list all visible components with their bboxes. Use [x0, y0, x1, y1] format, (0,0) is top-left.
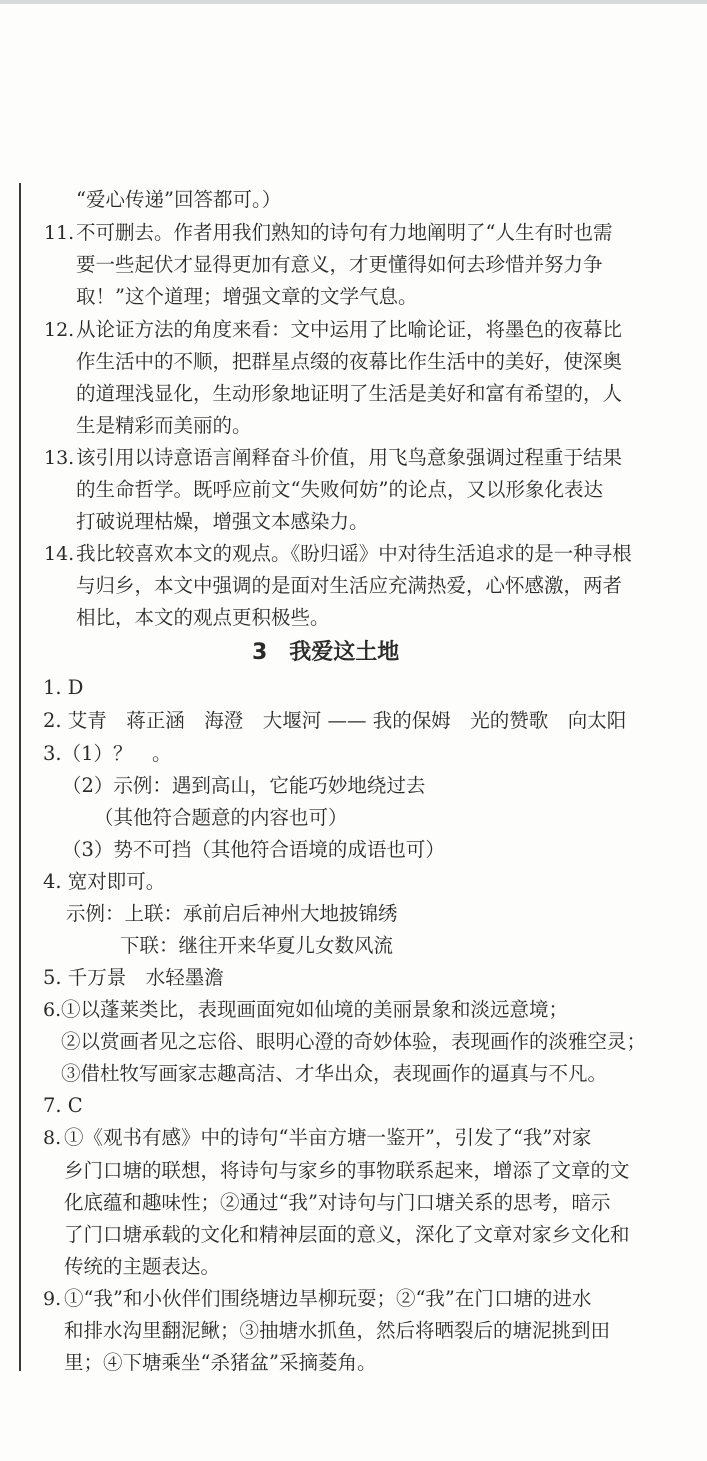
q8-line: 化底蕴和趣味性；②通过“我”对诗句与门口塘关系的思考，暗示 [64, 1191, 611, 1214]
section-title: 3 我爱这土地 [252, 640, 400, 665]
q8-line: ①《观书有感》中的诗句“半亩方塘一鉴开”，引发了“我”对家 [64, 1126, 592, 1149]
q8-row [64, 1158, 630, 1184]
q13-number: 13. [44, 447, 75, 469]
q6-line: ③借杜牧写画家志趣高洁、才华出众，表现画作的逼真与不凡。 [61, 1062, 608, 1085]
q6-row [61, 1029, 646, 1055]
q6-line: ②以赏画者见之忘俗、眼明心澄的奇妙体验，表现画作的淡雅空灵； [61, 1030, 647, 1053]
q12-line: 生是精彩而美丽的。 [76, 414, 252, 437]
q12-line: 的道理浅显化，生动形象地证明了生活是美好和富有希望的，人 [76, 382, 623, 405]
q11-line: 不可删去。作者用我们熟知的诗句有力地阐明了“人生有时也需 [76, 221, 613, 244]
q12-line: 从论证方法的角度来看：文中运用了比喻论证，将墨色的夜幕比 [76, 318, 623, 341]
q9-row [64, 1350, 376, 1376]
q3-part2-note: （其他符合题意的内容也可） [94, 806, 348, 829]
q6-line: ①以蓬莱类比，表现画面宛如仙境的美丽景象和淡远意境； [61, 998, 569, 1021]
q11-row [76, 252, 603, 278]
q1-answer: 1. D [43, 676, 84, 699]
q6-row [43, 997, 568, 1023]
scan-top-edge [0, 0, 707, 4]
q3-row [43, 741, 172, 767]
q13-line: 该引用以诗意语言阐释奋斗价值，用飞鸟意象强调过程重于结果 [76, 446, 623, 469]
q12-line: 作生活中的不顺，把群星点缀的夜幕比作生活中的美好，使深奥 [76, 350, 623, 373]
q8-number: 8. [43, 1127, 62, 1149]
q11-row [44, 220, 612, 246]
q9-row [64, 1318, 610, 1344]
q5-row [43, 965, 224, 991]
q14-row [76, 605, 330, 631]
q8-line: 传统的主题表达。 [64, 1255, 221, 1278]
q4-answer: 4. 宽对即可。 [43, 870, 166, 893]
q8-row [43, 1125, 591, 1151]
q9-row [43, 1286, 591, 1312]
q8-line: 乡门口塘的联想，将诗句与家乡的事物联系起来，增添了文章的文 [64, 1159, 630, 1182]
q4-row [43, 869, 165, 895]
q13-line: 的生命哲学。既呼应前文“失败何妨”的论点，又以形象化表达 [76, 478, 603, 501]
q8-line: 了门口塘承载的文化和精神层面的意义，深化了文章对家乡文化和 [64, 1223, 630, 1246]
q12-row [44, 317, 622, 343]
q9-line: 和排水沟里翻泥鳅；③抽塘水抓鱼，然后将晒裂后的塘泥挑到田 [64, 1319, 611, 1342]
q2-answer: 2. 艾青 蒋正涵 海澄 大堰河 —— 我的保姆 光的赞歌 向太阳 [43, 709, 627, 732]
q9-line: 里；④下塘乘坐“杀猪盆”采摘菱角。 [64, 1351, 377, 1374]
q14-row [44, 541, 632, 567]
q2-row [43, 708, 626, 734]
q14-row [76, 573, 622, 599]
q3-part1: 3.（1）？ 。 [43, 742, 172, 765]
q9-line: ①“我”和小伙伴们围绕塘边旱柳玩耍；②“我”在门口塘的进水 [64, 1287, 592, 1310]
q13-row [76, 477, 603, 503]
q12-row [76, 381, 622, 407]
q4-example-lower: 下联：继往开来华夏儿女数风流 [120, 934, 394, 957]
q13-line: 打破说理枯燥，增强文本感染力。 [76, 510, 369, 533]
q4-example-upper: 示例：上联：承前启后神州大地披锦绣 [66, 902, 398, 925]
q9-number: 9. [43, 1288, 62, 1310]
q11-line: 取！”这个道理；增强文章的文学气息。 [76, 285, 418, 308]
q6-number: 6. [43, 999, 62, 1021]
answer-tail: “爱心传递”回答都可。） [76, 188, 282, 211]
q14-line: 我比较喜欢本文的观点。《盼归谣》中对待生活追求的是一种寻根 [76, 542, 632, 565]
q11-number: 11. [44, 222, 75, 244]
q3-part2: （2）示例：遇到高山，它能巧妙地绕过去 [62, 774, 426, 797]
q14-line: 相比，本文的观点更积极些。 [76, 606, 330, 629]
q1-row [43, 675, 83, 701]
answer-tail-row [76, 187, 281, 213]
q7-row [43, 1093, 83, 1119]
q13-row [44, 445, 622, 471]
q5-answer: 5. 千万景 水轻墨澹 [43, 966, 224, 989]
q4-row [66, 901, 398, 927]
q8-row [64, 1254, 220, 1280]
q14-number: 14. [44, 543, 75, 565]
q8-row [64, 1190, 610, 1216]
q12-number: 12. [44, 319, 75, 341]
margin-rule [19, 183, 21, 1371]
q7-answer: 7. C [43, 1094, 83, 1117]
q6-row [61, 1061, 607, 1087]
q11-line: 要一些起伏才显得更加有意义，才更懂得如何去珍惜并努力争 [76, 253, 603, 276]
q3-row [94, 805, 348, 831]
q12-row [76, 349, 622, 375]
q3-row [62, 837, 445, 863]
q11-row [76, 284, 417, 310]
q3-row [62, 773, 425, 799]
q3-part3: （3）势不可挡（其他符合语境的成语也可） [62, 838, 445, 861]
q4-row [120, 933, 393, 959]
q8-row [64, 1222, 630, 1248]
q14-line: 与归乡，本文中强调的是面对生活应充满热爱，心怀感激，两者 [76, 574, 623, 597]
q12-row [76, 413, 252, 439]
q13-row [76, 509, 369, 535]
